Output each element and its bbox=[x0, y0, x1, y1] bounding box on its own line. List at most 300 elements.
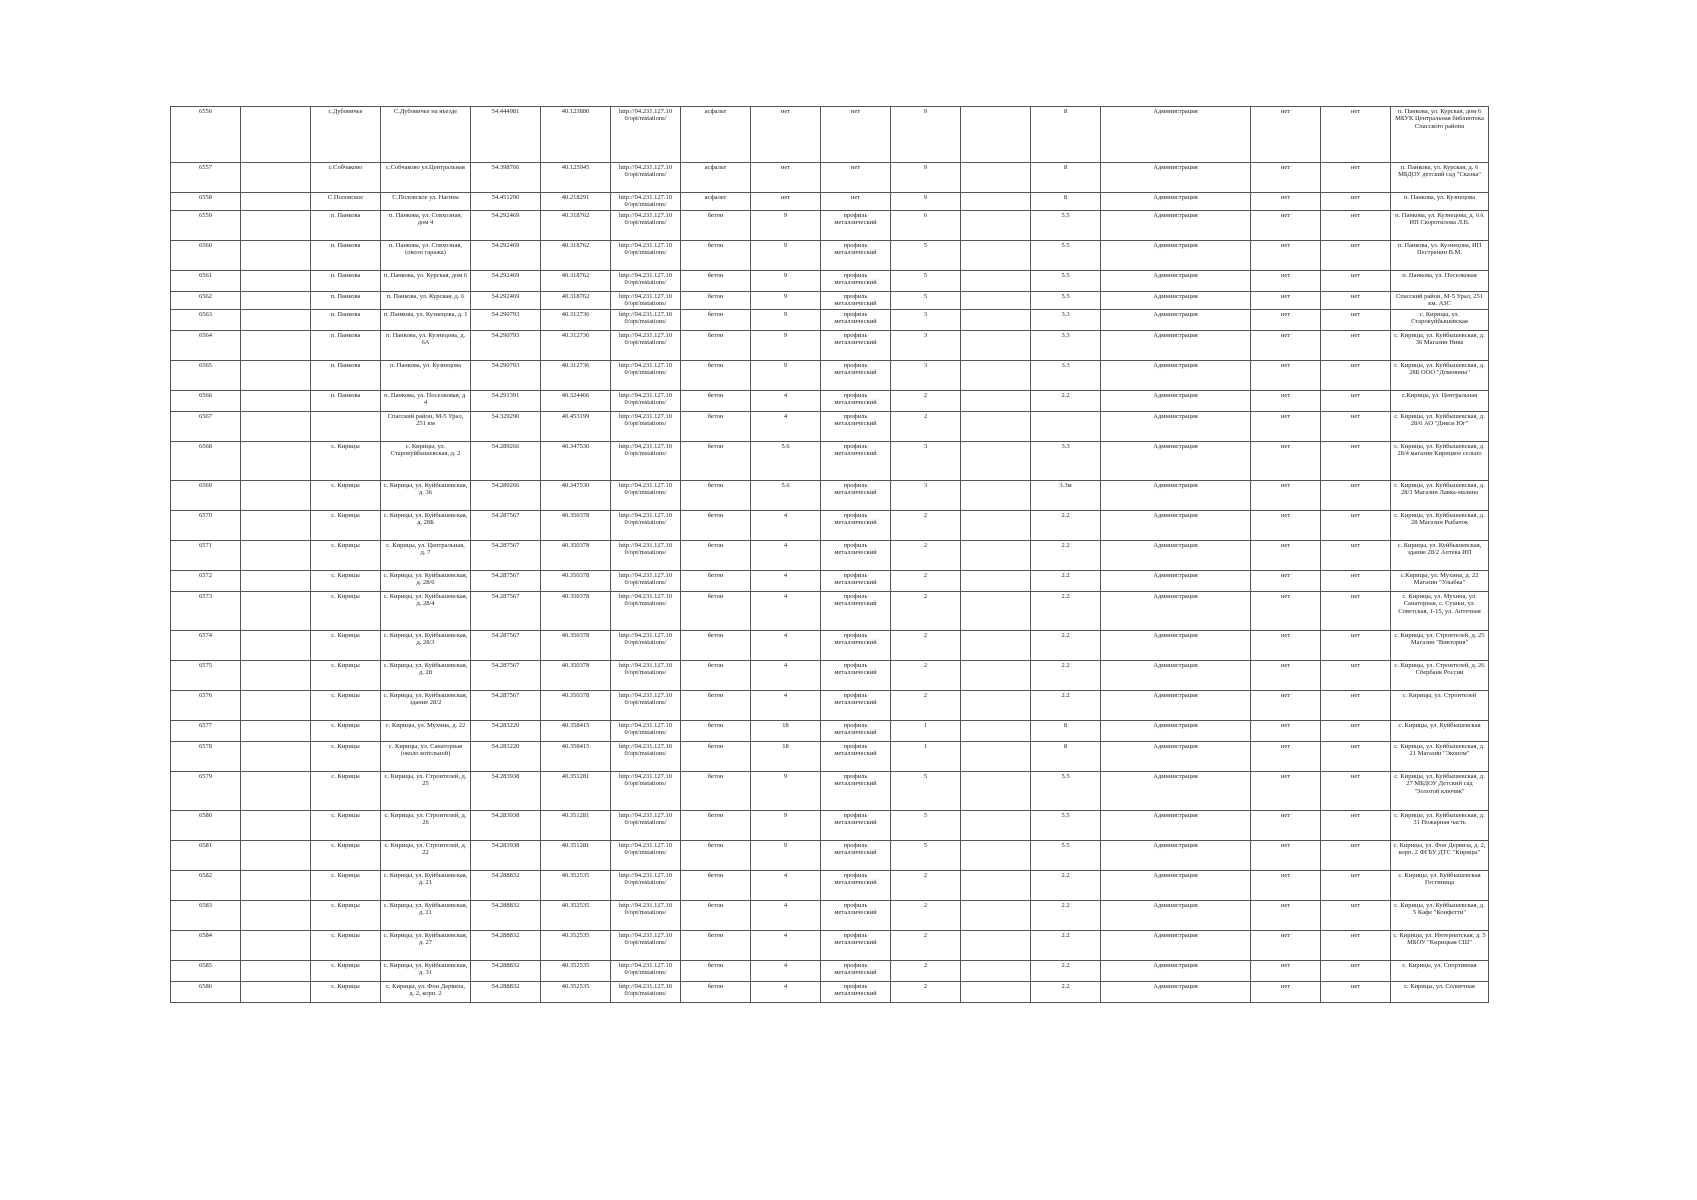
table-cell: нет bbox=[1321, 811, 1391, 841]
table-cell: http://94.231.127.10 0/opt/mstations/ bbox=[611, 982, 681, 1003]
table-cell: 54.283938 bbox=[471, 841, 541, 871]
table-cell: 54.291391 bbox=[471, 391, 541, 412]
table-cell: с. Кирицы, ул. Куйбышевская, д. 28/3 Магазин Лавка-малина bbox=[1391, 481, 1489, 511]
table-cell: 4 bbox=[751, 871, 821, 901]
table-cell: нет bbox=[1251, 772, 1321, 811]
table-cell: с. Кирицы, ул. Строителей, д. 26 Сбербанк России bbox=[1391, 661, 1489, 691]
table-cell: 9 bbox=[751, 292, 821, 310]
table-cell: 6582 bbox=[171, 871, 241, 901]
table-cell: 4 bbox=[751, 901, 821, 931]
table-cell: http://94.231.127.10 0/opt/mstations/ bbox=[611, 772, 681, 811]
table-cell: бетон bbox=[681, 901, 751, 931]
table-cell bbox=[241, 331, 311, 361]
table-cell: п. Панкова bbox=[311, 211, 381, 241]
table-cell: Администрация bbox=[1101, 481, 1251, 511]
table-cell: п. Панкова, ул. Кузнецова bbox=[1391, 193, 1489, 211]
table-cell: http://94.231.127.10 0/opt/mstations/ bbox=[611, 511, 681, 541]
table-row bbox=[171, 931, 1489, 961]
table-cell bbox=[961, 310, 1031, 331]
table-cell: Администрация bbox=[1101, 742, 1251, 772]
table-cell: 5.6 bbox=[751, 481, 821, 511]
table-cell: 40.453199 bbox=[541, 412, 611, 442]
table-cell: п. Панкова bbox=[311, 391, 381, 412]
table-cell: 54.287567 bbox=[471, 691, 541, 721]
table-cell: с. Кирицы bbox=[311, 772, 381, 811]
table-cell: нет bbox=[1251, 241, 1321, 271]
table-cell: нет bbox=[1321, 481, 1391, 511]
table-cell: п. Панкова, ул. Курская, д. 6 МБДОУ детский сад "Сказка" bbox=[1391, 163, 1489, 193]
table-cell: 54.283220 bbox=[471, 721, 541, 742]
table-cell: нет bbox=[1251, 511, 1321, 541]
table-cell: бетон bbox=[681, 481, 751, 511]
table-cell bbox=[961, 361, 1031, 391]
table-cell: Администрация bbox=[1101, 721, 1251, 742]
table-cell: нет bbox=[1321, 442, 1391, 481]
table-cell: с. Кирицы bbox=[311, 961, 381, 982]
table-cell: с. Кирицы, ул. Куйбышевская, д. 27 bbox=[381, 931, 471, 961]
table-cell: с. Кирицы, ул. Куйбышевская, д. 28/6 bbox=[381, 571, 471, 592]
table-cell: 54.287567 bbox=[471, 541, 541, 571]
table-cell: с. Кирицы, ул. Интернатская, д. 5 МБОУ "Кирицкая СШ" bbox=[1391, 931, 1489, 961]
table-cell: 40.324466 bbox=[541, 391, 611, 412]
table-cell bbox=[961, 511, 1031, 541]
table-cell: Администрация bbox=[1101, 691, 1251, 721]
table-cell: 8 bbox=[1031, 163, 1101, 193]
table-cell: Администрация bbox=[1101, 592, 1251, 631]
table-cell: бетон bbox=[681, 511, 751, 541]
table-cell: 54.292469 bbox=[471, 271, 541, 292]
table-cell: 3 bbox=[891, 481, 961, 511]
table-cell: нет bbox=[1321, 631, 1391, 661]
table-cell: 40.352535 bbox=[541, 961, 611, 982]
table-cell bbox=[961, 592, 1031, 631]
table-cell: 5.5 bbox=[1031, 241, 1101, 271]
table-cell: бетон bbox=[681, 691, 751, 721]
table-cell: 2.2 bbox=[1031, 571, 1101, 592]
table-row bbox=[171, 107, 1489, 163]
table-cell: нет bbox=[1251, 982, 1321, 1003]
table-cell: бетон bbox=[681, 961, 751, 982]
table-cell: 54.289266 bbox=[471, 442, 541, 481]
table-cell: профиль металлический bbox=[821, 901, 891, 931]
table-cell bbox=[241, 661, 311, 691]
table-cell: с. Кирицы, ул. Центральная, д. 7 bbox=[381, 541, 471, 571]
table-cell: 4 bbox=[751, 982, 821, 1003]
table-cell: 54.283938 bbox=[471, 772, 541, 811]
table-cell: нет bbox=[1251, 211, 1321, 241]
table-cell: 9 bbox=[751, 310, 821, 331]
table-cell: Администрация bbox=[1101, 412, 1251, 442]
table-cell bbox=[961, 772, 1031, 811]
table-cell bbox=[241, 292, 311, 310]
table-cell: с. Кирицы bbox=[311, 511, 381, 541]
table-row bbox=[171, 871, 1489, 901]
table-cell: Администрация bbox=[1101, 571, 1251, 592]
table-cell: 2.2 bbox=[1031, 871, 1101, 901]
table-row bbox=[171, 310, 1489, 331]
table-cell: бетон bbox=[681, 742, 751, 772]
table-cell: 2.2 bbox=[1031, 982, 1101, 1003]
table-cell: Администрация bbox=[1101, 961, 1251, 982]
table-cell: Администрация bbox=[1101, 163, 1251, 193]
table-cell: 3.3 bbox=[1031, 442, 1101, 481]
table-cell: с.Собчаково ул.Центральная bbox=[381, 163, 471, 193]
table-cell: 5 bbox=[891, 292, 961, 310]
table-cell: 2 bbox=[891, 631, 961, 661]
table-cell bbox=[961, 442, 1031, 481]
table-cell: асфальт bbox=[681, 193, 751, 211]
table-cell: с. Кирицы, ул. Куйбышевская, д. 27 МБДОУ Детский сад "Золотой ключик" bbox=[1391, 772, 1489, 811]
table-cell: 40.351281 bbox=[541, 811, 611, 841]
table-cell: Администрация bbox=[1101, 982, 1251, 1003]
table-cell: 54.290793 bbox=[471, 361, 541, 391]
table-cell: Спасский район, М-5 Урал, 251 км. АЗС bbox=[1391, 292, 1489, 310]
table-cell bbox=[241, 361, 311, 391]
table-cell: Администрация bbox=[1101, 871, 1251, 901]
table-cell: Администрация bbox=[1101, 292, 1251, 310]
table-cell bbox=[961, 163, 1031, 193]
table-cell: с. Кирицы, ул. Куйбышевская bbox=[1391, 721, 1489, 742]
table-cell bbox=[961, 742, 1031, 772]
table-cell: нет bbox=[1251, 292, 1321, 310]
table-cell: нет bbox=[1251, 541, 1321, 571]
table-cell: 4 bbox=[751, 592, 821, 631]
table-cell: http://94.231.127.10 0/opt/mstations/ bbox=[611, 631, 681, 661]
table-cell: http://94.231.127.10 0/opt/mstations/ bbox=[611, 871, 681, 901]
table-cell bbox=[241, 541, 311, 571]
table-cell: 40.358415 bbox=[541, 742, 611, 772]
table-cell: 40.318762 bbox=[541, 241, 611, 271]
table-cell: бетон bbox=[681, 811, 751, 841]
table-cell: с. Кирицы, ул. Куйбышевская, д. 28Б bbox=[381, 511, 471, 541]
table-cell: 6 bbox=[891, 211, 961, 241]
table-cell: п. Панкова, ул. Поселковая bbox=[1391, 271, 1489, 292]
table-cell: 4 bbox=[751, 412, 821, 442]
table-cell: 2 bbox=[891, 541, 961, 571]
table-cell: нет bbox=[1251, 571, 1321, 592]
table-cell: 2 bbox=[891, 871, 961, 901]
table-cell: нет bbox=[1321, 931, 1391, 961]
table-cell: 40.218291 bbox=[541, 193, 611, 211]
table-cell: Администрация bbox=[1101, 541, 1251, 571]
table-cell: 54.287567 bbox=[471, 592, 541, 631]
table-cell bbox=[241, 310, 311, 331]
table-cell: 6571 bbox=[171, 541, 241, 571]
table-cell: с. Кирицы, ул. Мухина, ул. Санаторная, с. Сушки, ул. Советская, 1-15, ул. Аптечная bbox=[1391, 592, 1489, 631]
table-cell: 40.312736 bbox=[541, 310, 611, 331]
table-row bbox=[171, 691, 1489, 721]
table-cell bbox=[241, 391, 311, 412]
table-cell: нет bbox=[1321, 742, 1391, 772]
table-cell: 6561 bbox=[171, 271, 241, 292]
table-cell bbox=[241, 811, 311, 841]
table-cell: нет bbox=[1321, 901, 1391, 931]
table-cell: бетон bbox=[681, 292, 751, 310]
table-cell: с. Кирицы, ул. Куйбышевская, д. 28 Магазин Рыбачок bbox=[1391, 511, 1489, 541]
table-row bbox=[171, 481, 1489, 511]
table-cell: п. Панкова, ул. Поселковая, д. 4 bbox=[381, 391, 471, 412]
table-cell: нет bbox=[1321, 691, 1391, 721]
table-row bbox=[171, 742, 1489, 772]
table-cell: нет bbox=[1251, 163, 1321, 193]
table-cell: с. Кирицы bbox=[311, 661, 381, 691]
table-cell: http://94.231.127.10 0/opt/mstations/ bbox=[611, 541, 681, 571]
table-cell: с. Кирицы bbox=[311, 721, 381, 742]
table-cell: нет bbox=[1321, 772, 1391, 811]
table-cell: профиль металлический bbox=[821, 691, 891, 721]
table-cell: Администрация bbox=[1101, 661, 1251, 691]
table-cell: 2 bbox=[891, 412, 961, 442]
table-cell: бетон bbox=[681, 772, 751, 811]
table-cell: 9 bbox=[751, 331, 821, 361]
table-cell: 3.3м bbox=[1031, 481, 1101, 511]
table-cell: нет bbox=[1251, 442, 1321, 481]
table-cell: 3 bbox=[891, 361, 961, 391]
table-cell bbox=[241, 772, 311, 811]
table-cell: нет bbox=[821, 193, 891, 211]
table-row bbox=[171, 541, 1489, 571]
table-cell bbox=[241, 571, 311, 592]
table-cell: 5 bbox=[891, 271, 961, 292]
table-cell bbox=[961, 292, 1031, 310]
table-cell bbox=[961, 841, 1031, 871]
table-row bbox=[171, 961, 1489, 982]
table-row bbox=[171, 841, 1489, 871]
table-cell: 40.350378 bbox=[541, 661, 611, 691]
table-cell: 9 bbox=[751, 361, 821, 391]
table-cell: 40.347530 bbox=[541, 442, 611, 481]
table-cell: 9 bbox=[751, 811, 821, 841]
table-cell: 54.451290 bbox=[471, 193, 541, 211]
table-cell: нет bbox=[1321, 310, 1391, 331]
table-cell: 2 bbox=[891, 391, 961, 412]
table-cell: 40.350378 bbox=[541, 691, 611, 721]
table-cell: бетон bbox=[681, 982, 751, 1003]
table-cell bbox=[961, 982, 1031, 1003]
table-cell: 6558 bbox=[171, 193, 241, 211]
table-cell: 40.352535 bbox=[541, 931, 611, 961]
table-cell: бетон bbox=[681, 721, 751, 742]
table-cell: 6581 bbox=[171, 841, 241, 871]
table-cell bbox=[241, 481, 311, 511]
table-cell: 1 bbox=[891, 742, 961, 772]
table-row bbox=[171, 193, 1489, 211]
table-cell: 40.352535 bbox=[541, 871, 611, 901]
table-cell: профиль металлический bbox=[821, 331, 891, 361]
table-cell bbox=[241, 691, 311, 721]
table-cell: нет bbox=[1251, 931, 1321, 961]
table-cell bbox=[241, 592, 311, 631]
table-cell bbox=[241, 511, 311, 541]
table-cell: 2.2 bbox=[1031, 931, 1101, 961]
table-cell bbox=[961, 271, 1031, 292]
table-cell: нет bbox=[751, 107, 821, 163]
table-cell: профиль металлический bbox=[821, 631, 891, 661]
table-cell: http://94.231.127.10 0/opt/mstations/ bbox=[611, 361, 681, 391]
table-cell: 4 bbox=[751, 691, 821, 721]
table-cell: профиль металлический bbox=[821, 982, 891, 1003]
table-cell: нет bbox=[1251, 271, 1321, 292]
table-cell: 2 bbox=[891, 511, 961, 541]
table-cell: 6576 bbox=[171, 691, 241, 721]
table-cell: нет bbox=[1321, 331, 1391, 361]
table-cell: нет bbox=[1321, 163, 1391, 193]
table-cell: с. Кирицы, ул. Куйбышевская, д. 36 Магазин Нива bbox=[1391, 331, 1489, 361]
table-cell: профиль металлический bbox=[821, 742, 891, 772]
table-row bbox=[171, 271, 1489, 292]
table-cell: Администрация bbox=[1101, 271, 1251, 292]
table-cell: 4 bbox=[751, 511, 821, 541]
table-cell: 54.444981 bbox=[471, 107, 541, 163]
table-cell: 2 bbox=[891, 982, 961, 1003]
table-cell: с. Кирицы, ул. Строителей, д. 25 Магазин "Виктория" bbox=[1391, 631, 1489, 661]
table-cell: нет bbox=[1321, 841, 1391, 871]
table-cell: Администрация bbox=[1101, 931, 1251, 961]
table-cell bbox=[241, 631, 311, 661]
table-cell: бетон bbox=[681, 412, 751, 442]
table-cell: профиль металлический bbox=[821, 391, 891, 412]
table-cell: 4 bbox=[751, 961, 821, 982]
table-cell: профиль металлический bbox=[821, 721, 891, 742]
table-cell: 5 bbox=[891, 811, 961, 841]
table-cell bbox=[961, 107, 1031, 163]
table-cell: п. Панкова, ул. Курская, дом 6 МБУК Центральная библиотека Спасского района bbox=[1391, 107, 1489, 163]
table-cell bbox=[241, 721, 311, 742]
table-cell: нет bbox=[1251, 841, 1321, 871]
table-row bbox=[171, 391, 1489, 412]
table-cell: с. Кирицы, ул. Куйбышевская, д. 31 Пожарная часть bbox=[1391, 811, 1489, 841]
table-cell: 5.5 bbox=[1031, 841, 1101, 871]
table-cell: профиль металлический bbox=[821, 442, 891, 481]
table-cell: 54.398766 bbox=[471, 163, 541, 193]
table-row bbox=[171, 292, 1489, 310]
table-cell: профиль металлический bbox=[821, 481, 891, 511]
table-cell: 6574 bbox=[171, 631, 241, 661]
table-cell: с. Кирицы bbox=[311, 982, 381, 1003]
table-cell: с. Кирицы, ул. Куйбышевская, д. 21 Магазин "Эконом" bbox=[1391, 742, 1489, 772]
table-cell: Администрация bbox=[1101, 631, 1251, 661]
table-cell: 6578 bbox=[171, 742, 241, 772]
table-cell: 6575 bbox=[171, 661, 241, 691]
table-cell: нет bbox=[821, 107, 891, 163]
table-cell bbox=[961, 241, 1031, 271]
table-row bbox=[171, 571, 1489, 592]
table-cell: с. Кирицы, ул. Куйбышевская, д. 5 Кафе "Конфетти" bbox=[1391, 901, 1489, 931]
table-cell: Администрация bbox=[1101, 211, 1251, 241]
table-cell: с. Кирицы, ул. Старокуйбышевская bbox=[1391, 310, 1489, 331]
table-cell: 6559 bbox=[171, 211, 241, 241]
table-cell: бетон bbox=[681, 211, 751, 241]
table-cell: http://94.231.127.10 0/opt/mstations/ bbox=[611, 592, 681, 631]
table-cell: 2.2 bbox=[1031, 391, 1101, 412]
table-cell: профиль металлический bbox=[821, 511, 891, 541]
table-cell: http://94.231.127.10 0/opt/mstations/ bbox=[611, 571, 681, 592]
table-cell: 54.283220 bbox=[471, 742, 541, 772]
table-cell: http://94.231.127.10 0/opt/mstations/ bbox=[611, 721, 681, 742]
table-cell: http://94.231.127.10 0/opt/mstations/ bbox=[611, 811, 681, 841]
table-cell: с. Кирицы, ул. Куйбышевская Гостиница bbox=[1391, 871, 1489, 901]
table-cell: с. Кирицы bbox=[311, 931, 381, 961]
table-cell: профиль металлический bbox=[821, 931, 891, 961]
table-cell: 54.290793 bbox=[471, 331, 541, 361]
table-cell: бетон bbox=[681, 331, 751, 361]
table-cell: бетон bbox=[681, 271, 751, 292]
table-cell: 2 bbox=[891, 961, 961, 982]
table-row bbox=[171, 901, 1489, 931]
table-cell: 40.352535 bbox=[541, 982, 611, 1003]
table-cell: 2 bbox=[891, 571, 961, 592]
table-cell: http://94.231.127.10 0/opt/mstations/ bbox=[611, 412, 681, 442]
table-cell: Администрация bbox=[1101, 772, 1251, 811]
table-cell: 2.2 bbox=[1031, 961, 1101, 982]
table-cell: с. Кирицы, ул. Санаторная (около котельной) bbox=[381, 742, 471, 772]
table-cell: бетон bbox=[681, 541, 751, 571]
table-cell bbox=[961, 541, 1031, 571]
table-cell: бетон bbox=[681, 871, 751, 901]
table-cell: профиль металлический bbox=[821, 211, 891, 241]
table-cell: 54.287567 bbox=[471, 571, 541, 592]
table-cell: 40.350378 bbox=[541, 631, 611, 661]
table-cell bbox=[961, 193, 1031, 211]
table-cell: с. Кирицы, ул. Куйбышевская, д. 21 bbox=[381, 871, 471, 901]
table-cell: профиль металлический bbox=[821, 310, 891, 331]
table-cell: 2.2 bbox=[1031, 541, 1101, 571]
table-cell: нет bbox=[1251, 310, 1321, 331]
table-row bbox=[171, 721, 1489, 742]
table-cell: 6557 bbox=[171, 163, 241, 193]
table-cell: п. Панкова, ул. Кузнецова, д. 6А ИП Скоротилова Л.В. bbox=[1391, 211, 1489, 241]
table-cell: 4 bbox=[751, 661, 821, 691]
table-cell: http://94.231.127.10 0/opt/mstations/ bbox=[611, 841, 681, 871]
table-cell: С.Половское bbox=[311, 193, 381, 211]
table-cell: профиль металлический bbox=[821, 661, 891, 691]
table-cell: http://94.231.127.10 0/opt/mstations/ bbox=[611, 193, 681, 211]
table-cell: бетон bbox=[681, 931, 751, 961]
table-row bbox=[171, 511, 1489, 541]
table-cell: с. Кирицы, ул. Строителей bbox=[1391, 691, 1489, 721]
table-cell bbox=[961, 901, 1031, 931]
table-cell: с.Собчаково bbox=[311, 163, 381, 193]
table-cell: 54.287567 bbox=[471, 661, 541, 691]
table-cell: 3.3 bbox=[1031, 361, 1101, 391]
table-cell: 2 bbox=[891, 592, 961, 631]
table-cell bbox=[961, 661, 1031, 691]
table-cell: С.Половское ул. Нагина bbox=[381, 193, 471, 211]
table-cell: http://94.231.127.10 0/opt/mstations/ bbox=[611, 292, 681, 310]
table-cell: 4 bbox=[751, 931, 821, 961]
table-cell: с. Кирицы, ул. Куйбышевская, д. 36 bbox=[381, 481, 471, 511]
table-cell: 5.6 bbox=[751, 442, 821, 481]
table-cell: 54.283938 bbox=[471, 811, 541, 841]
table-row bbox=[171, 442, 1489, 481]
table-row bbox=[171, 592, 1489, 631]
table-cell: 4 bbox=[751, 391, 821, 412]
table-cell: 1 bbox=[891, 721, 961, 742]
table-cell: с. Кирицы bbox=[311, 901, 381, 931]
table-cell: Администрация bbox=[1101, 193, 1251, 211]
table-cell: п. Панкова bbox=[311, 271, 381, 292]
table-cell: Администрация bbox=[1101, 391, 1251, 412]
table-cell: асфальт bbox=[681, 163, 751, 193]
table-cell: 3 bbox=[891, 310, 961, 331]
table-cell: 40.350378 bbox=[541, 571, 611, 592]
table-cell: с. Кирицы, ул. Фон Дервиза, д. 2, корп. 2 bbox=[381, 982, 471, 1003]
table-cell: профиль металлический bbox=[821, 541, 891, 571]
table-row bbox=[171, 661, 1489, 691]
table-cell: 6573 bbox=[171, 592, 241, 631]
table-cell: 4 bbox=[751, 571, 821, 592]
table-cell: п. Панкова, ул. Кузнецова, д. 1 bbox=[381, 310, 471, 331]
